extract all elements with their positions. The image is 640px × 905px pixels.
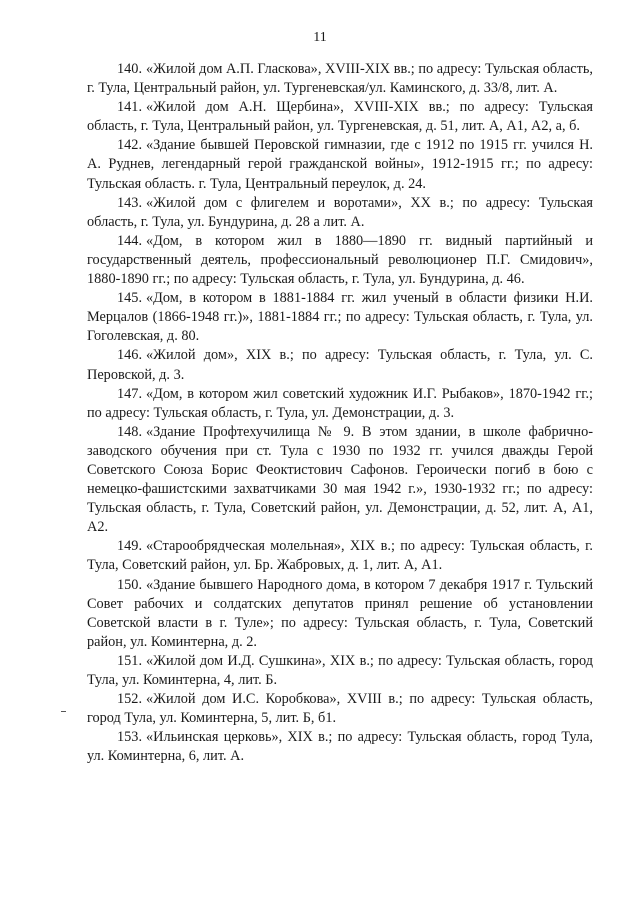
entry-text: «Дом, в котором в 1881-1884 гг. жил ученый в области физики Н.И. Мерцалов (1866-1948 гг.)», 1881-1884 гг.; по адресу: Тульская область, г. Тула, ул. Гоголевская, д. 80. <box>87 290 593 345</box>
entry-text: «Старообрядческая молельная», XIX в.; по адресу: Тульская область, г. Тула, Советский район, ул. Бр. Жабровых, д. 1, лит. А, А1. <box>87 538 593 574</box>
entry-number: 143. <box>117 194 143 211</box>
list-item <box>87 60 593 98</box>
entry-text: «Дом, в котором жил в 1880—1890 гг. видный партийный и государственный деятель, профессиональный революционер П.Г. Смидович», 1880-1890 гг.; по адресу: Тульская область, г. Тула, ул. Бундурина, д. 46. <box>87 232 593 288</box>
list-item <box>87 194 593 232</box>
entry-text: «Жилой дом с флигелем и воротами», XX в.; по адресу: Тульская область, г. Тула, ул. Бундурина, д. 28 а лит. А. <box>87 194 593 230</box>
list-item <box>87 423 593 538</box>
entry-text: «Жилой дом», XIX в.; по адресу: Тульская область, г. Тула, ул. С. Перовской, д. 3. <box>87 347 593 383</box>
entry-number: 147. <box>117 385 143 402</box>
entry-number: 145. <box>117 290 143 307</box>
list-item <box>87 346 593 384</box>
list-item <box>87 385 593 423</box>
list-item <box>87 289 593 346</box>
entry-text: «Жилой дом И.Д. Сушкина», XIX в.; по адресу: Тульская область, город Тула, ул. Коминтерна, 4, лит. Б. <box>87 652 593 688</box>
entry-number: 149. <box>117 538 143 555</box>
entry-number: 148. <box>117 423 143 440</box>
list-item <box>87 232 593 289</box>
entry-number: 151. <box>117 652 143 669</box>
list-item <box>87 98 593 136</box>
entry-text: «Здание бывшей Перовской гимназии, где с 1912 по 1915 гг. учился Н. А. Руднев, легендарный герой гражданской войны», 1912-1915 гг.; по адресу: Тульская область. г. Тула, Центральный переулок, д. 24. <box>87 137 593 192</box>
margin-mark <box>61 711 66 712</box>
list-item <box>87 576 593 652</box>
entry-text: «Здание Профтехучилища № 9. В этом здании, в школе фабрично-заводского обучения при ст. Тула с 1930 по 1932 гг. учился дважды Герой Советского Союза Борис Феоктистович Сафонов. Героически погиб в бою с немецко-фашистскими захватчиками 30 мая 1942 г.», 1930-1932 гг.; по адресу: Тульская область, г. Тула, Советский район, ул. Демонстрации, д. 52, лит. А, А1, А2. <box>87 423 593 536</box>
list-item <box>87 728 593 766</box>
page-number: 11 <box>313 30 327 45</box>
entry-text: «Здание бывшего Народного дома, в котором 7 декабря 1917 г. Тульский Совет рабочих и солдатских депутатов принял решение об установлении Советской власти в г. Туле»; по адресу: Тульская область, г. Тула, Советский район, ул. Коминтерна, д. 2. <box>87 576 593 650</box>
entry-number: 140. <box>117 61 143 77</box>
entry-number: 150. <box>117 576 143 593</box>
list-item <box>87 537 593 575</box>
list-item <box>87 652 593 690</box>
entry-number: 146. <box>117 347 143 364</box>
entry-text: «Дом, в котором жил советский художник И.Г. Рыбаков», 1870-1942 гг.; по адресу: Тульская область, г. Тула, ул. Демонстрации, д. 3. <box>87 385 593 421</box>
entry-number: 141. <box>117 99 143 116</box>
entry-number: 153. <box>117 729 143 746</box>
entries-list <box>87 60 593 766</box>
list-item <box>87 136 593 193</box>
entry-number: 144. <box>117 232 143 249</box>
entry-text: «Жилой дом А.Н. Щербина», XVIII-XIX вв.; по адресу: Тульская область, г. Тула, Центральный район, ул. Тургеневская, д. 51, лит. А, А1, А2, а, б. <box>87 99 593 135</box>
entry-number: 142. <box>117 137 143 154</box>
entry-text: «Жилой дом И.С. Коробкова», XVIII в.; по адресу: Тульская область, город Тула, ул. Коминтерна, 5, лит. Б, б1. <box>87 691 593 727</box>
entry-text: «Ильинская церковь», XIX в.; по адресу: Тульская область, город Тула, ул. Коминтерна, 6, лит. А. <box>87 729 593 765</box>
entry-number: 152. <box>117 691 143 708</box>
list-item <box>87 690 593 728</box>
entry-text: «Жилой дом А.П. Гласкова», XVIII-XIX вв.; по адресу: Тульская область, г. Тула, Центральный район, ул. Тургеневская/ул. Каминского, д. 33/8, лит. А. <box>87 61 593 97</box>
